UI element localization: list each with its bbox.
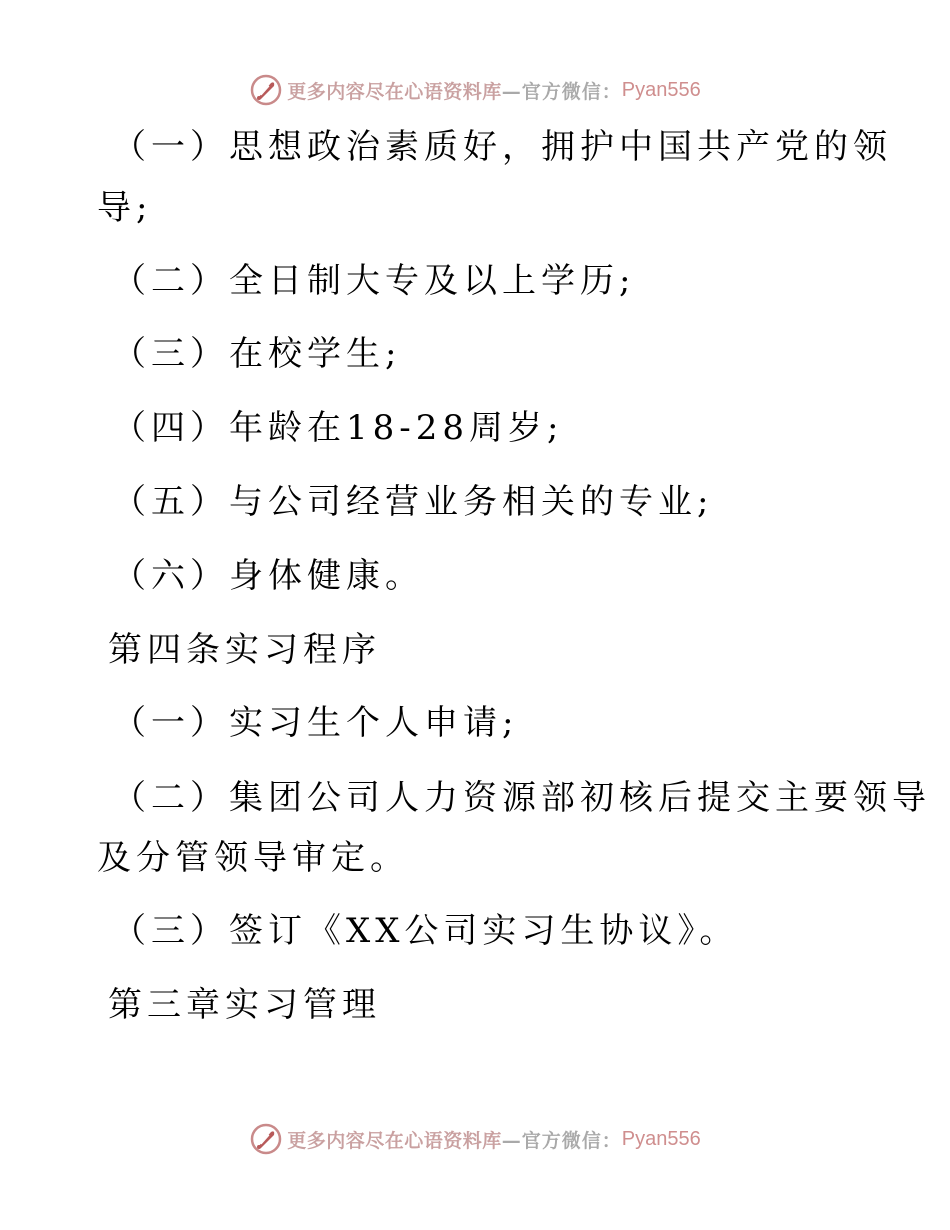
paragraph-8-cont: 及分管领导审定。	[97, 838, 409, 878]
paragraph-3: （三）在校学生;	[112, 334, 402, 374]
paragraph-1: （一）思想政治素质好，拥护中国共产党的领	[112, 127, 892, 167]
paragraph-8: （二）集团公司人力资源部初核后提交主要领导	[112, 778, 931, 818]
watermark-footer	[0, 1119, 950, 1159]
paragraph-6: （六）身体健康。	[112, 556, 424, 596]
watermark-main-text: 更多内容尽在心语资料库	[287, 1129, 502, 1152]
watermark-id-text: Pyan556	[621, 1127, 701, 1150]
paragraph-4: （四）年龄在18-28周岁;	[112, 408, 564, 448]
quill-logo-icon	[249, 1122, 283, 1156]
paragraph-1-cont: 导;	[97, 188, 153, 228]
paragraph-9: （三）签订《XX公司实习生协议》。	[112, 911, 739, 951]
paragraph-2: （二）全日制大专及以上学历;	[112, 261, 636, 301]
watermark-id-text: Pyan556	[621, 78, 701, 101]
watermark-official-text: —官方微信：	[501, 80, 622, 103]
watermark-main-text: 更多内容尽在心语资料库	[287, 80, 502, 103]
chapter-heading-3: 第三章实习管理	[108, 985, 381, 1025]
paragraph-5: （五）与公司经营业务相关的专业;	[112, 482, 714, 522]
section-heading-4: 第四条实习程序	[108, 630, 381, 670]
watermark-official-text: —官方微信：	[501, 1129, 622, 1152]
paragraph-7: （一）实习生个人申请;	[112, 703, 519, 743]
